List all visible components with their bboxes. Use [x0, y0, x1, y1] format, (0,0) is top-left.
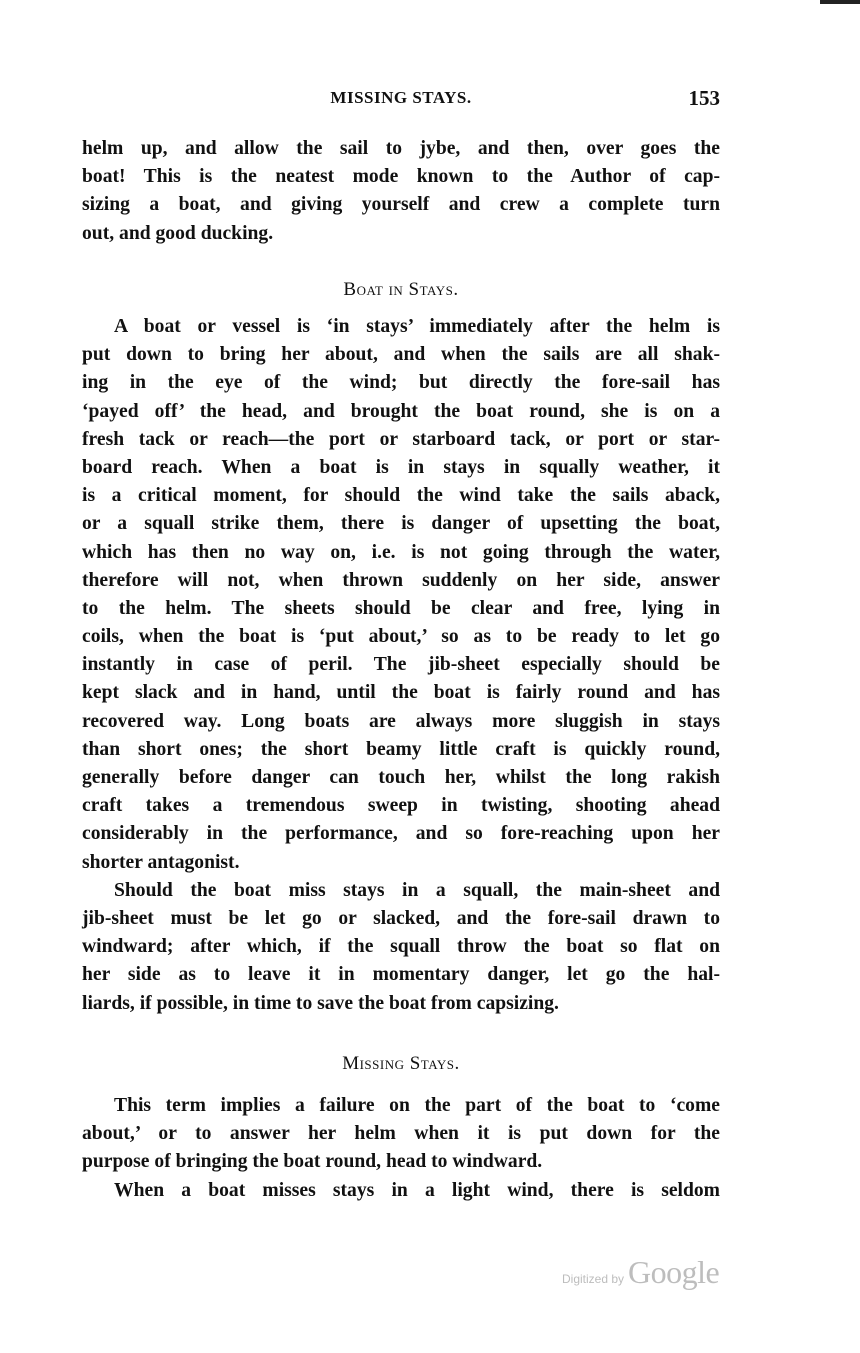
- text-line: jib-sheet must be let go or slacked, and the fore-sail drawn to: [82, 907, 720, 929]
- text-line: windward; after which, if the squall throw the boat so flat on: [82, 936, 720, 958]
- text-line: her side as to leave it in momentary danger, let go the hal-: [82, 964, 720, 986]
- text-line: is a critical moment, for should the wind take the sails aback,: [82, 485, 720, 507]
- text-line: shorter antagonist.: [82, 851, 240, 873]
- text-line: ing in the eye of the wind; but directly the fore-sail has: [82, 372, 720, 394]
- text-line: therefore will not, when thrown suddenly on her side, answer: [82, 569, 720, 591]
- running-header: [82, 86, 720, 114]
- text-line: instantly in case of peril. The jib-sheet especially should be: [82, 654, 720, 676]
- text-line: generally before danger can touch her, whilst the long rakish: [82, 767, 720, 788]
- text-line: to the helm. The sheets should be clear and free, lying in: [82, 597, 720, 619]
- page-number: 153: [688, 86, 720, 110]
- paragraph-missing-stays: [82, 1092, 720, 1205]
- scan-edge-mark: [820, 0, 860, 4]
- text-line: helm up, and allow the sail to jybe, and then, over goes the: [82, 138, 720, 159]
- text-line: than short ones; the short beamy little craft is quickly round,: [82, 738, 720, 760]
- text-line: purpose of bringing the boat round, head to windward.: [82, 1151, 543, 1173]
- paragraph-continued: [82, 135, 720, 248]
- text-line: put down to bring her about, and when the sails are all shak-: [82, 344, 720, 366]
- watermark-brand: Google: [628, 1254, 720, 1290]
- running-title: MISSING STAYS.: [330, 88, 472, 107]
- text-line: kept slack and in hand, until the boat is fairly round and has: [82, 682, 720, 704]
- text-line: liards, if possible, in time to save the boat from capsizing.: [82, 992, 559, 1014]
- text-line: recovered way. Long boats are always more sluggish in stays: [82, 710, 720, 732]
- text-line: When a boat misses stays in a light wind, there is seldom: [114, 1179, 720, 1201]
- text-line: coils, when the boat is ‘put about,’ so as to be ready to let go: [82, 626, 720, 648]
- text-line: This term implies a failure on the part of the boat to ‘come: [114, 1095, 720, 1116]
- text-line: about,’ or to answer her helm when it is put down for the: [82, 1123, 720, 1145]
- text-line: out, and good ducking.: [82, 222, 274, 244]
- text-line: A boat or vessel is ‘in stays’ immediately after the helm is: [114, 316, 720, 337]
- text-line: which has then no way on, i.e. is not going through the water,: [82, 541, 720, 563]
- section-heading-missing-stays: Missing Stays.: [342, 1053, 460, 1074]
- text-line: board reach. When a boat is in stays in squally weather, it: [82, 456, 720, 478]
- watermark-prefix: Digitized by: [562, 1272, 625, 1286]
- text-line: or a squall strike them, there is danger of upsetting the boat,: [82, 513, 720, 535]
- digitized-by-google-watermark: [562, 1254, 719, 1291]
- text-line: Should the boat miss stays in a squall, the main-sheet and: [114, 879, 720, 901]
- section-heading-boat-in-stays: Boat in Stays.: [343, 279, 459, 300]
- text-line: considerably in the performance, and so fore-reaching upon her: [82, 823, 720, 845]
- text-line: fresh tack or reach—the port or starboard tack, or port or star-: [82, 428, 720, 450]
- paragraph-boat-in-stays: [82, 313, 720, 1018]
- text-line: boat! This is the neatest mode known to the Author of cap-: [82, 166, 720, 188]
- text-line: ‘payed off’ the head, and brought the boat round, she is on a: [82, 400, 720, 422]
- text-line: sizing a boat, and giving yourself and crew a complete turn: [82, 194, 720, 216]
- text-line: craft takes a tremendous sweep in twisting, shooting ahead: [82, 795, 720, 817]
